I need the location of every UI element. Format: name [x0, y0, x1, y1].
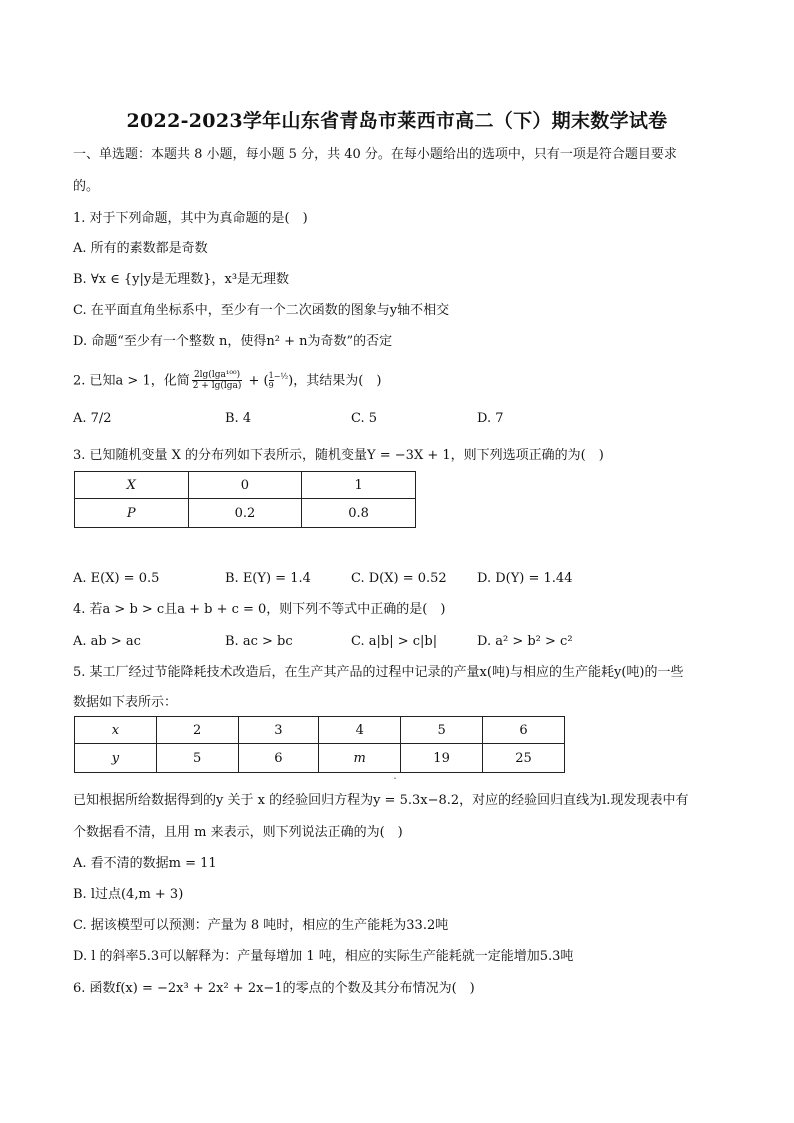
table-cell: 6: [238, 744, 319, 773]
table-row: [75, 472, 416, 499]
q2-option-c: C. 5: [351, 411, 378, 426]
table-cell: 5: [156, 744, 238, 773]
q3-option-a: A. E(X) = 0.5: [73, 571, 160, 586]
q1-option-b: B. ∀x ∈ {y|y是无理数}，x³是无理数: [73, 272, 290, 287]
q5-text-line1: 已知根据所给数据得到的y 关于 x 的经验回归方程为y = 5.3x−8.2，对应的经验回归直线为l.现发现表中有: [73, 793, 689, 808]
q5-option-b: B. l过点(4,m + 3): [73, 887, 184, 902]
table-cell: y: [75, 744, 157, 773]
q2-stem-suffix: )，其结果为( ): [288, 373, 382, 389]
table-row: [75, 717, 565, 744]
table-cell: 0.8: [302, 499, 416, 528]
q2-small-numerator: 1: [268, 371, 274, 381]
table-cell: 2: [156, 717, 238, 744]
q2-fraction: [192, 370, 243, 391]
table-cell: 1: [302, 472, 416, 499]
q2-small-denominator: 9: [268, 381, 274, 391]
q4-option-c: C. a|b| > c|b|: [351, 634, 438, 649]
q2-stem: [73, 368, 381, 391]
table-cell: 6: [483, 717, 565, 744]
q4-option-a: A. ab > ac: [73, 634, 141, 649]
q3-option-c: C. D(X) = 0.52: [351, 571, 447, 586]
q3-option-b: B. E(Y) = 1.4: [225, 571, 311, 586]
q1-option-c: C. 在平面直角坐标系中，至少有一个二次函数的图象与y轴不相交: [73, 303, 450, 318]
q5-option-c: C. 据该模型可以预测：产量为 8 吨时，相应的生产能耗为33.2吨: [73, 918, 449, 933]
q5-stem-line2: 数据如下表所示：: [73, 695, 178, 710]
q3-stem: 3. 已知随机变量 X 的分布列如下表所示，随机变量Y = −3X + 1，则下列选项正确的为( ): [73, 448, 604, 463]
q1-option-d: D. 命题“至少有一个整数 n，使得n² + n为奇数”的否定: [73, 334, 393, 349]
q2-option-d: D. 7: [477, 411, 504, 426]
q2-fraction-denominator: 2 + lg(lga): [192, 381, 242, 392]
q1-stem: 1. 对于下列命题，其中为真命题的是( ): [73, 211, 308, 226]
table-cell: m: [319, 744, 401, 773]
q5-stem-line1: 5. 某工厂经过节能降耗技术改造后，在生产其产品的过程中记录的产量x(吨)与相应的生产能耗y(吨)的一些: [73, 665, 684, 680]
q5-text-line2: 个数据看不清，且用 m 来表示，则下列说法正确的为( ): [73, 825, 403, 840]
table-cell: x: [75, 717, 157, 744]
table-row: [75, 499, 416, 528]
q4-stem: 4. 若a > b > c且a + b + c = 0，则下列不等式中正确的是( ): [73, 602, 446, 617]
table-cell: 25: [483, 744, 565, 773]
q2-fraction-numerator: 2lg(lga¹⁰⁰): [192, 370, 243, 381]
q2-options: [73, 410, 504, 428]
q2-option-b: B. 4: [225, 411, 252, 426]
section-instructions-line1: 一、单选题：本题共 8 小题，每小题 5 分，共 40 分。在每小题给出的选项中，只有一项是符合题目要求: [73, 147, 677, 162]
page-title: 2022-2023学年山东省青岛市莱西市高二（下）期末数学试卷: [126, 110, 668, 132]
q5-data-table: [74, 716, 565, 773]
table-cell: 0: [188, 472, 302, 499]
q4-option-b: B. ac > bc: [225, 634, 293, 649]
table-cell: 3: [238, 717, 319, 744]
table-row: [75, 744, 565, 773]
q4-option-d: D. a² > b² > c²: [477, 634, 573, 649]
q3-distribution-table: [74, 471, 416, 528]
q3-option-d: D. D(Y) = 1.44: [477, 571, 573, 586]
q3-options: [73, 570, 572, 588]
q2-option-a: A. 7/2: [73, 411, 112, 426]
q4-options: [73, 633, 573, 651]
q6-stem: 6. 函数f(x) = −2x³ + 2x² + 2x−1的零点的个数及其分布情况为( ): [73, 981, 475, 996]
q5-option-a: A. 看不清的数据m = 11: [73, 856, 217, 871]
table-cell: 19: [401, 744, 483, 773]
table-cell: P: [75, 499, 189, 528]
table-cell: 4: [319, 717, 401, 744]
section-instructions-line2: 的。: [73, 179, 100, 194]
table-cell: 0.2: [188, 499, 302, 528]
q1-option-a: A. 所有的素数都是奇数: [73, 241, 208, 256]
q5-option-d: D. l 的斜率5.3可以解释为：产量每增加 1 吨，相应的实际生产能耗就一定能增加5.3吨: [73, 949, 574, 964]
table-cell: X: [75, 472, 189, 499]
table-cell: 5: [401, 717, 483, 744]
q2-exponent: −½: [273, 372, 289, 381]
q2-stem-prefix: 2. 已知a > 1，化简: [73, 373, 190, 389]
q2-stem-mid: + (: [244, 373, 269, 389]
regression-hat-mark: ˆ: [393, 777, 397, 786]
